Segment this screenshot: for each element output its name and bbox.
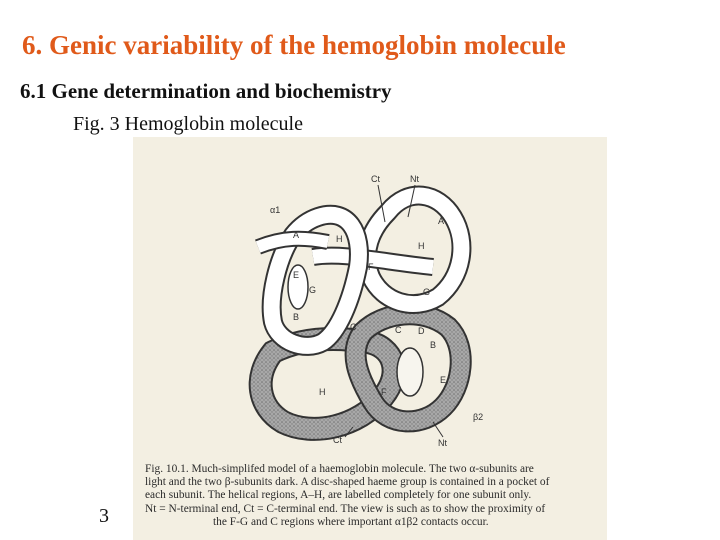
helix-f-label-top: F (368, 262, 374, 272)
helix-h-label-bottom: H (319, 387, 326, 397)
helix-b-label-right: B (430, 340, 437, 350)
caption-line: Fig. 10.1. Much-simplifed model of a haemoglobin molecule. The two α-subunits are (145, 463, 534, 475)
helix-d-label: D (418, 326, 425, 336)
helix-a-label-left: A (293, 230, 300, 240)
alpha-subunit-upper-left (258, 215, 359, 346)
beta-subunit-lower-right (356, 314, 461, 421)
slide-title: 6. Genic variability of the hemoglobin molecule (22, 30, 566, 60)
caption-line: each subunit. The helical regions, A–H, are labelled completely for one subunit only. (145, 489, 532, 502)
caption-line: Nt = N-terminal end, Ct = C-terminal end. The view is such as to show the proximity of (145, 502, 546, 515)
figure-caption (145, 463, 601, 529)
helix-c-label-right: C (395, 325, 402, 335)
nt-top-label: Nt (410, 174, 419, 184)
helix-h-label-right: H (418, 241, 425, 251)
helix-e-label-left: E (293, 270, 300, 280)
nt-bottom-label: Nt (438, 438, 447, 448)
helix-e-label-right: E (440, 375, 447, 385)
helix-g-label-right: G (423, 287, 431, 297)
alpha1-label: α1 (270, 205, 281, 215)
helix-h-label-top: H (336, 234, 343, 244)
section-heading: 6.1 Gene determination and biochemistry (20, 79, 392, 103)
hemoglobin-figure (133, 137, 607, 540)
figure-label: Fig. 3 Hemoglobin molecule (73, 113, 303, 135)
beta2-label: β2 (473, 412, 484, 422)
helix-g-label-left: G (309, 285, 317, 295)
slide-number: 3 (99, 505, 109, 527)
caption-line: light and the two β-subunits dark. A disc-shaped haeme group is contained in a pocket of (145, 476, 550, 489)
helix-a-label-right: A (438, 216, 445, 226)
helix-c-label-mid: C (350, 322, 357, 332)
ct-top-label: Ct (371, 174, 380, 184)
helix-b-label-left: B (293, 312, 300, 322)
caption-line: the F-G and C regions where important α1β2 contacts occur. (213, 515, 489, 528)
helix-f-label-bottom: F (381, 387, 387, 397)
ct-bottom-label: Ct (333, 435, 342, 445)
heme-disc-beta (397, 348, 423, 396)
